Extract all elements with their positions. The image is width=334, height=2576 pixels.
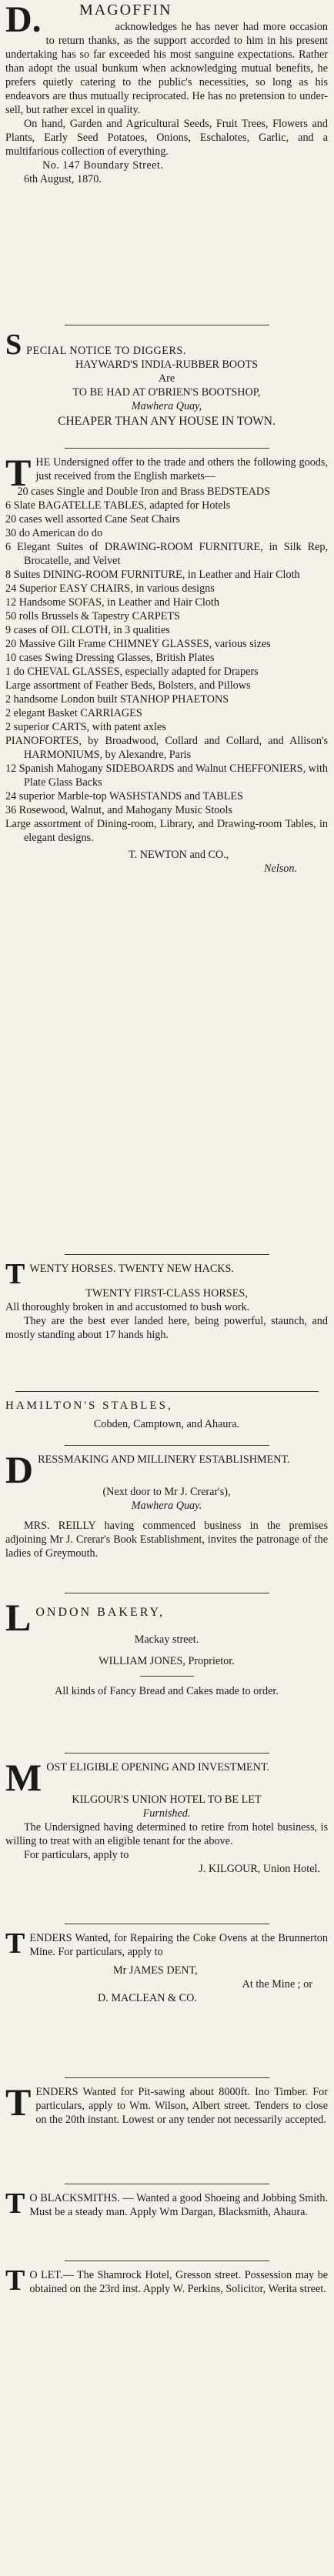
horses-dropcap: T (5, 1258, 25, 1290)
magoffin-para1: acknowledges he has never had more occasion to return thanks, as the support accorded to him in his present undertaking has so far exceeded his most sanguine expectations. Rather than adopt the usual bunkum when acknowledging mutual benefits, he prefers quietly catering to the public's necessities, so long as his endeavors are thus mutually reciprocated. He has no pretension to under-sell, but rather excel in quality. (5, 21, 328, 116)
list-item: 6 Slate BAGATELLE TABLES, adapted for Hotels (5, 499, 231, 512)
horses-para1: All thoroughly broken in and accustomed to bush work. (5, 1301, 250, 1313)
tolet-dropcap: T (5, 2264, 25, 2297)
diggers-line3: TO BE HAD AT O'BRIEN'S BOOTSHOP, (72, 386, 261, 399)
diggers-heading (5, 329, 328, 361)
list-item: Large assortment of Dining-room, Library, and Drawing-room Tables, in elegant designs. (5, 818, 328, 844)
blacksmiths-text: O BLACKSMITHS. — Wanted a good Shoeing and Jobbing Smith. Must be a steady man. Apply Wm Dargan, Blacksmith, Ahaura. (29, 2192, 328, 2218)
tenders-coke-name2: At the Mine ; or (242, 1978, 312, 1990)
tenders-coke-para (5, 1927, 328, 1960)
dressmaking-title: RESSMAKING AND MILLINERY ESTABLISHMENT. (38, 1453, 290, 1466)
bakery-proprietor: WILLIAM JONES, Proprietor. (99, 1655, 235, 1667)
blacksmiths-ad (5, 2187, 328, 2220)
list-item: 36 Rosewood, Walnut, and Mahogany Music Stools (5, 804, 232, 816)
dressmaking-line2: Mawhera Quay. (131, 1500, 202, 1512)
hamilton-ad (5, 1399, 328, 1431)
tenders-sawing-para (5, 2080, 328, 2127)
list-item: 2 elegant Basket CARRIAGES (5, 707, 142, 719)
diggers-line2: Are (158, 372, 175, 385)
list-item: PIANOFORTES, by Broadwood, Collard and Collard, and Allison's HARMONIUMS, by Alexandre, Paris (5, 735, 328, 761)
kilgour-para2: For particulars, apply to (24, 1849, 129, 1861)
list-item: 20 Massive Gilt Frame CHIMNEY GLASSES, various sizes (5, 638, 271, 650)
tolet-ad (5, 2264, 328, 2297)
list-item: 6 Elegant Suites of DRAWING-ROOM FURNITURE, in Silk Rep, Brocatelle, and Velvet (5, 541, 328, 567)
bakery-dropcap: L (5, 1596, 32, 1639)
list-item: 2 handsome London built STANHOP PHAETONS (5, 693, 229, 706)
tenders-sawing-dropcap: T (5, 2080, 32, 2124)
list-item: 24 superior Marble-top WASHSTANDS and TABLES (5, 790, 243, 802)
tenders-coke-ad (5, 1927, 328, 2005)
blacksmiths-dropcap: T (5, 2187, 25, 2220)
kilgour-heading (5, 1756, 328, 1799)
list-item: 9 cases of OIL CLOTH, in 3 qualities (5, 624, 170, 636)
divider (65, 1254, 269, 1255)
magoffin-ad (5, 2, 328, 186)
diggers-dropcap: S (5, 329, 22, 361)
blacksmiths-para (5, 2187, 328, 2220)
kilgour-title: OST ELIGIBLE OPENING AND INVESTMENT. (46, 1761, 270, 1774)
diggers-line4: Mawhera Quay, (131, 400, 202, 412)
list-item: 2 superior CARTS, with patent axles (5, 721, 166, 733)
dressmaking-para: MRS. REILLY having commenced business in the premises adjoining Mr J. Crerar's Book Establishment, invites the patronage of the ladies of Greymouth. (5, 1520, 328, 1560)
list-item: 20 cases Single and Double Iron and Brass BEDSTEADS (17, 486, 270, 498)
newton-place: Nelson. (264, 863, 297, 875)
bakery-ad (5, 1596, 328, 1698)
list-item: 8 Suites DINING-ROOM FURNITURE, in Leather and Hair Cloth (5, 569, 300, 581)
newton-intro-text: HE Undersigned offer to the trade and others the following goods, just received from the English markets— (35, 456, 328, 482)
horses-line2: TWENTY FIRST-CLASS HORSES, (85, 1287, 248, 1300)
tenders-coke-name3: D. MACLEAN & CO. (98, 1992, 197, 2004)
tolet-para (5, 2264, 328, 2297)
list-item: 20 cases well assorted Cane Seat Chairs (5, 513, 180, 526)
list-item: 24 Superior EASY CHAIRS, in various designs (5, 582, 215, 595)
tolet-text: O LET.— The Shamrock Hotel, Gresson street. Possession may be obtained on the 23rd inst. Apply W. Perkins, Solicitor, Werita street. (29, 2269, 328, 2295)
diggers-line5: CHEAPER THAN ANY HOUSE IN TOWN. (58, 415, 276, 428)
bakery-heading (5, 1596, 328, 1639)
dressmaking-heading (5, 1448, 328, 1491)
divider (65, 1445, 269, 1446)
newton-ad (5, 451, 328, 876)
hamilton-place: Cobden, Camptown, and Ahaura. (93, 1418, 240, 1430)
magoffin-date: 6th August, 1870. (24, 173, 102, 185)
magoffin-heading-text: MAGOFFIN (79, 2, 172, 18)
kilgour-para1: The Undersigned having determined to retire from hotel business, is willing to treat with an eligible tenant for the above. (5, 1821, 328, 1847)
tenders-sawing-text: ENDERS Wanted for Pit-sawing about 8000ft. Ino Timber. For particulars, apply to Wm. Wilson, Albert street. Tenders to close on the 20th instant. Lowest or any tender not necessarily accepted. (35, 2086, 328, 2126)
diggers-line1: HAYWARD'S INDIA-RUBBER BOOTS (75, 359, 258, 371)
newton-dropcap: T (5, 451, 32, 494)
kilgour-line2: KILGOUR'S UNION HOTEL TO BE LET (72, 1794, 262, 1806)
list-item: 10 cases Swing Dressing Glasses, British Plates (5, 652, 215, 664)
diggers-ad (5, 329, 328, 429)
horses-title: WENTY HORSES. TWENTY NEW HACKS. (29, 1263, 234, 1275)
newton-signature: T. NEWTON and CO., (129, 849, 229, 861)
tenders-coke-name: Mr JAMES DENT, (113, 1964, 198, 1977)
diggers-title: PECIAL NOTICE TO DIGGERS. (26, 345, 186, 357)
dressmaking-line1: (Next door to Mr J. Crerar's), (102, 1486, 231, 1498)
horses-para2: They are the best ever landed here, being powerful, staunch, and mostly standing about 17 hands high. (5, 1315, 328, 1341)
horses-ad (5, 1258, 328, 1342)
divider (65, 448, 269, 449)
bakery-divider (140, 1676, 194, 1677)
kilgour-dropcap: M (5, 1756, 42, 1799)
list-item: 12 Handsome SOFAS, in Leather and Hair Cloth (5, 596, 219, 609)
dressmaking-ad (5, 1448, 328, 1560)
kilgour-signature: J. KILGOUR, Union Hotel. (199, 1863, 320, 1875)
divider (65, 2077, 269, 2078)
newton-goods-list (5, 485, 328, 845)
list-item: 50 rolls Brussels & Tapestry CARPETS (5, 610, 180, 622)
tenders-sawing-ad (5, 2080, 328, 2127)
list-item: 1 do CHEVAL GLASSES, especially adapted for Drapers (5, 666, 259, 678)
hamilton-title: HAMILTON'S STABLES, (5, 1400, 173, 1412)
dressmaking-dropcap: D (5, 1448, 34, 1491)
tenders-coke-text: ENDERS Wanted, for Repairing the Coke Ovens at the Brunnerton Mine. For particulars, apply to (29, 1932, 328, 1958)
bakery-para: All kinds of Fancy Bread and Cakes made to order. (55, 1685, 279, 1697)
kilgour-line3: Furnished. (142, 1807, 191, 1820)
list-item: Large assortment of Feather Beds, Bolsters, and Pillows (5, 679, 251, 692)
tenders-coke-dropcap: T (5, 1927, 25, 1960)
magoffin-para2: On hand, Garden and Agricultural Seeds, Fruit Trees, Flowers and Plants, Early Seed Potatoes, Onions, Eschalotes, Garlic, and a multifarious collection of everything. (5, 118, 328, 158)
bakery-title: ONDON BAKERY, (35, 1606, 165, 1619)
magoffin-dropcap: D. (5, 0, 42, 40)
kilgour-ad (5, 1756, 328, 1876)
horses-heading (5, 1258, 328, 1290)
divider (15, 1391, 319, 1392)
bakery-street: Mackay street. (134, 1633, 199, 1646)
magoffin-address: No. 147 Boundary Street. (42, 159, 164, 172)
list-item: 30 do American do do (5, 527, 103, 539)
list-item: 12 Spanish Mahogany SIDEBOARDS and Walnut CHEFFONIERS, with Plate Glass Backs (5, 762, 328, 789)
